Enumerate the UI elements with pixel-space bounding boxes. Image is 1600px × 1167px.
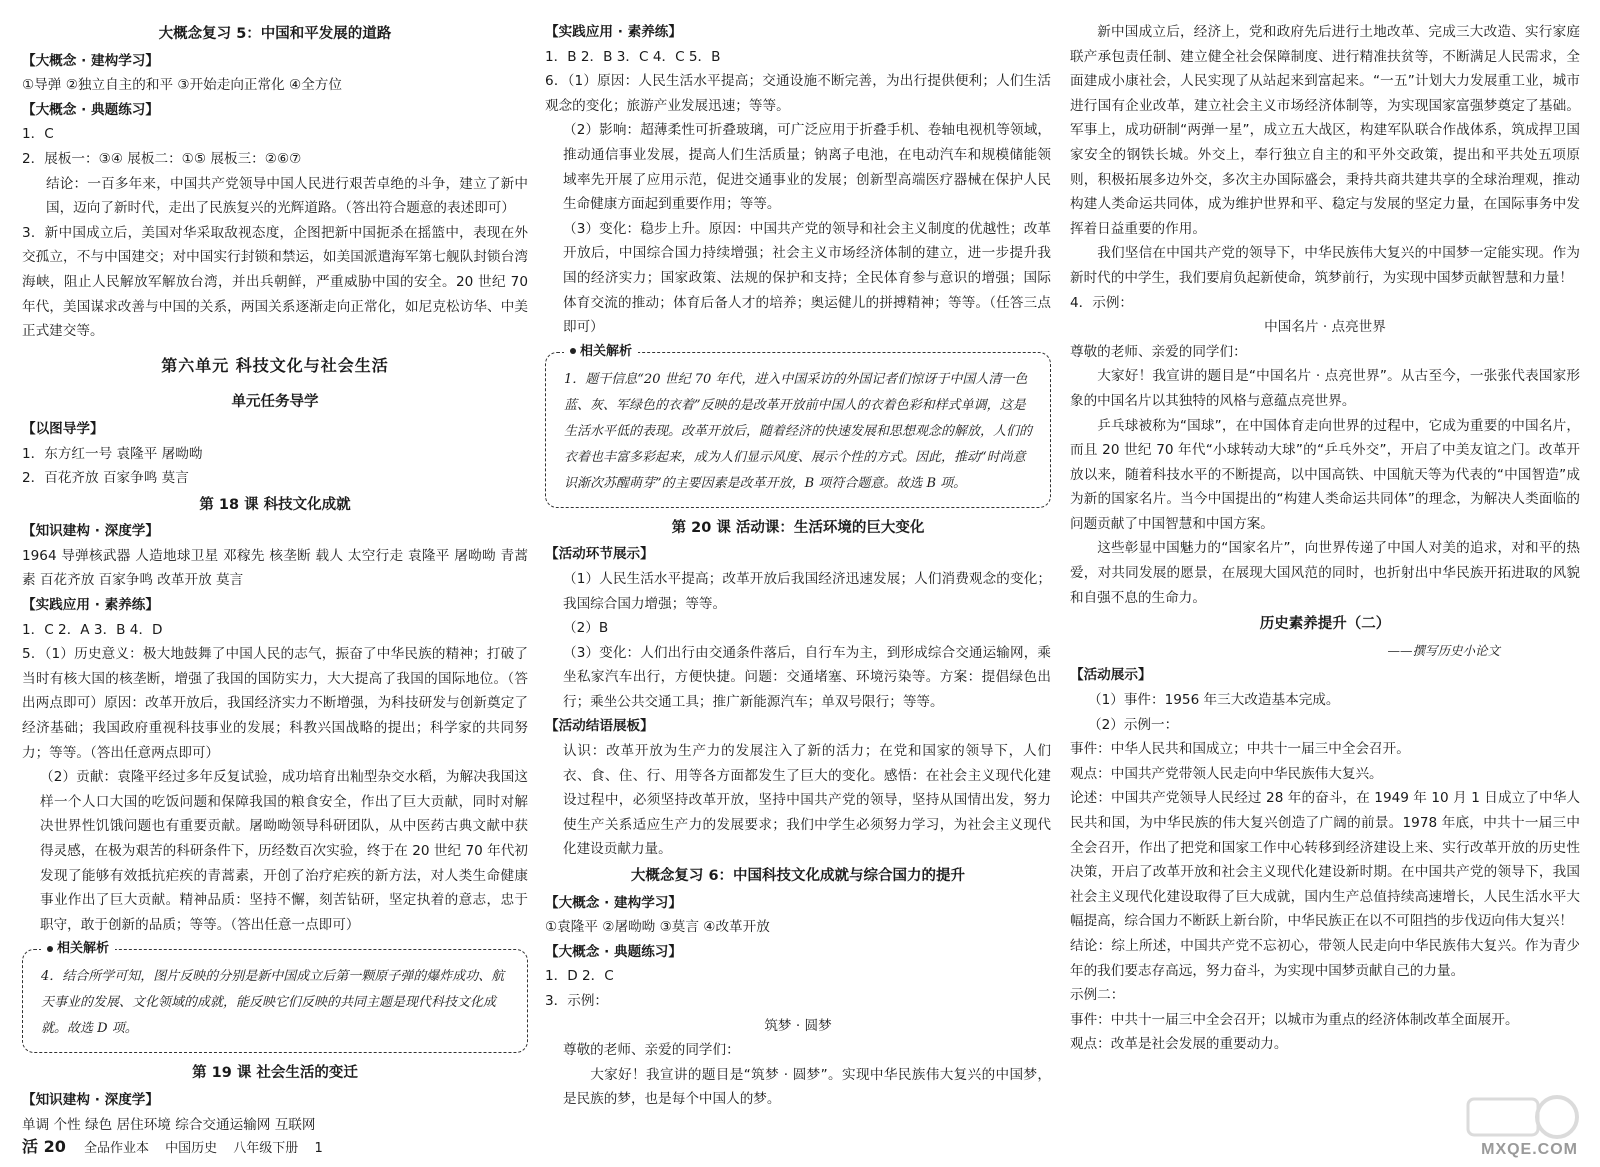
analysis-box	[545, 343, 1051, 508]
column-left	[22, 20, 528, 1137]
essay-paragraph: 大家好！我宣讲的题目是“筑梦 · 圆梦”。实现中华民族伟大复兴的中国梦，是民族的梦，也是每个中国人的梦。	[563, 1066, 1051, 1108]
answer-line: （2）B	[563, 620, 609, 637]
essay-paragraph: 大家好！我宣讲的题目是“中国名片 · 点亮世界”。从古至今，一张张代表国家形象的中国名片以其独特的风格与意蕴点亮世界。	[1070, 368, 1580, 409]
watermark-text: MXQE.COM	[1481, 1141, 1578, 1158]
answer-paragraph: 认识：改革开放为生产力的发展注入了新的活力；在党和国家的领导下，人们衣、食、住、行、用等各方面都发生了巨大的变化。感悟：在社会主义现代化建设过程中，必须坚持改革开放，坚持中国共产党的领导，坚持从国情出发，努力使生产关系适应生产力的发展要求；我们中学生必须努力学习，为社会主义现代化建设贡献力量。	[563, 743, 1051, 858]
answer-paragraph: 结论：一百多年来，中国共产党领导中国人民进行艰苦卓绝的斗争，建立了新中国，迈向了新时代，走出了民族复兴的光辉道路。（答出符合题意的表述即可）	[46, 175, 528, 217]
essay-greeting: 尊敬的老师、亲爱的同学们：	[563, 1042, 740, 1059]
answer-line: ①袁隆平 ②屠呦呦 ③莫言 ④改革开放	[545, 919, 770, 936]
review5-title: 大概念复习 5：中国和平发展的道路	[158, 26, 392, 42]
section-heading: 【大概念 · 典题练习】	[22, 101, 159, 118]
analysis-text: 1．题干信息“20 世纪 70 年代，进入中国采访的外国记者们惊讶于中国人清一色蓝、灰、军绿色的衣着”反映的是改革开放前中国人的衣着色彩和样式单调，这是生活水平低的表现。改革开放后，随着经济的快速发展和思想观念的解放，人们的衣着也丰富多彩起来，成为人们显示风度、展示个性的方式。因此，推动“时尚意识渐次苏醒萌芽”的主要因素是改革开放，B 项符合题意。故选 B 项。	[564, 371, 1033, 491]
answer-line: 4．示例：	[1070, 294, 1134, 311]
section-heading: 【实践应用 · 素养练】	[545, 24, 682, 40]
answer-line: 2．百花齐放 百家争鸣 莫言	[22, 470, 189, 487]
lesson-19-title: 第 19 课 社会生活的变迁	[192, 1065, 358, 1082]
section-heading: 【实践应用 · 素养练】	[22, 597, 159, 614]
answer-line: 事件：中华人民共和国成立；中共十一届三中全会召开。	[1070, 741, 1410, 758]
section-heading: 【活动展示】	[1070, 667, 1152, 684]
answer-paragraph: （3）变化：稳步上升。原因：中国共产党的领导和社会主义制度的优越性；改革开放后，中国综合国力持续增强；社会主义市场经济体制的建立，进一步提升我国的经济实力；国家政策、法规的保护和支持；全民体育参与意识的增强；国际体育交流的推动；体育后备人才的培养；奥运健儿的拼搏精神；等等。（任答三点即可）	[563, 220, 1051, 336]
answer-line: 2．展板一：③④ 展板二：①⑤ 展板三：②⑥⑦	[22, 150, 302, 167]
answer-line: 3．示例：	[545, 993, 609, 1009]
answer-paragraph: 结论：综上所述，中国共产党不忘初心，带领人民走向中华民族伟大复兴。作为青少年的我们要志存高远，努力奋斗，为实现中国梦贡献自己的力量。	[1070, 937, 1580, 979]
grade-name: 八年级下册	[233, 1141, 299, 1156]
essay-paragraph: 这些彰显中国魅力的“国家名片”，向世界传递了中国人对美的追求，对和平的热爱，对共同发展的愿景，在展现大国风范的同时，也折射出中华民族开拓进取的风貌和自强不息的生命力。	[1070, 540, 1580, 606]
lesson-18-title: 第 18 课 科技文化成就	[199, 496, 351, 513]
answer-paragraph: （1）人民生活水平提高；改革开放后我国经济迅速发展；人们消费观念的变化；我国综合国力增强；等等。	[563, 570, 1051, 612]
lesson-20-title: 第 20 课 活动课：生活环境的巨大变化	[671, 519, 925, 536]
answer-line: 1．东方红一号 袁隆平 屠呦呦	[22, 445, 203, 462]
column-right	[1070, 20, 1580, 1057]
footer-number: 1	[314, 1141, 323, 1156]
answer-paragraph: （2）影响：超薄柔性可折叠玻璃，可广泛应用于折叠手机、卷轴电视机等领域，推动通信事业发展，提高人们生活质量；钠离子电池，在电动汽车和规模储能领域率先开展了应用示范，促进交通事业的发展；创新型高端医疗器械在保护人民生命健康方面起到重要作用；等等。	[563, 122, 1051, 213]
literacy-section-title: 历史素养提升（二）	[1259, 616, 1391, 633]
answer-paragraph: 6．（1）原因：人民生活水平提高；交通设施不断完善，为出行提供便利；人们生活观念的变化；旅游产业发展迅速；等等。	[545, 73, 1051, 114]
answer-line: （1）事件：1956 年三大改造基本完成。	[1088, 692, 1340, 709]
review6-title: 大概念复习 6：中国科技文化成就与综合国力的提升	[630, 868, 966, 885]
bullet-icon	[570, 348, 576, 354]
section-heading: 【大概念 · 建构学习】	[22, 52, 159, 69]
answer-paragraph: 5．（1）历史意义：极大地鼓舞了中国人民的志气，振奋了中华民族的精神；打破了当时有核大国的核垄断，增强了我国的国防实力，大大提高了我国的国际地位。（答出两点即可）原因：改革开放后，我国经济实力不断增强，为科技研发与创新奠定了经济基础；我国政府重视科技事业的发展；科教兴国战略的提出；科学家的共同努力；等等。（答出任意两点即可）	[22, 646, 528, 761]
essay-greeting: 尊敬的老师、亲爱的同学们：	[1070, 343, 1247, 360]
answer-line: 1．B 2．B 3．C 4．C 5．B	[545, 48, 721, 65]
essay-paragraph: 我们坚信在中国共产党的领导下，中华民族伟大复兴的中国梦一定能实现。作为新时代的中学生，我们要肩负起新使命，筑梦前行，为实现中国梦贡献智慧和力量！	[1070, 245, 1580, 286]
answer-paragraph: （3）变化：人们出行由交通条件落后，自行车为主，到形成综合交通运输网，乘坐私家汽车出行，方便快捷。问题：交通堵塞、环境污染等。方案：提倡绿色出行；乘坐公共交通工具；推广新能源汽车；单双号限行；等等。	[563, 644, 1051, 710]
answer-paragraph: 论述：中国共产党领导人民经过 28 年的奋斗，在 1949 年 10 月 1 日成立了中华人民共和国，为中华民族的伟大复兴创造了广阔的前景。1978 年底，中共十一届三中全会召开，作出了把党和国家工作中心转移到经济建设上来、实行改革开放的历史性决策，开启了改革开放和社会主义现代化建设新时期。在中国共产党的领导下，我国社会主义现代化建设取得了巨大成就，国内生产总值持续高速增长，人民生活水平大幅提高，综合国力不断跃上新台阶，中华民族正在以不可阻挡的步伐迈向伟大复兴！	[1070, 790, 1580, 930]
essay-title: 中国名片 · 点亮世界	[1264, 319, 1386, 336]
answer-line: 1．C	[22, 126, 54, 143]
analysis-box	[22, 941, 528, 1053]
answer-line: 示例二：	[1070, 987, 1125, 1004]
book-name: 全品作业本	[83, 1141, 149, 1156]
unit-guide-title: 单元任务导学	[231, 394, 319, 411]
section-heading: 【以图导学】	[22, 420, 104, 437]
essay-paragraph: 新中国成立后，经济上，党和政府先后进行土地改革、完成三大改造、实行家庭联产承包责任制、建立健全社会保障制度、进行精准扶贫等，不断满足人民需求，全面建成小康社会，人民实现了从站起来到富起来。“一五”计划大力发展重工业，城市进行国有企业改革，建立社会主义市场经济体制等，为实现国家富强梦奠定了基础。军事上，成功研制“两弹一星”，成立五大战区，构建军队联合作战体系，筑成捍卫国家安全的钢铁长城。外交上，奉行独立自主的和平外交政策，提出和平共处五项原则，积极拓展多边外交，多次主办国际盛会，秉持共商共建共享的全球治理观，推动构建人类命运共同体，成为维护世界和平、稳定与发展的坚定力量，在国际事务中发挥着日益重要的作用。	[1070, 24, 1580, 237]
answer-paragraph: （2）贡献：袁隆平经过多年反复试验，成功培育出籼型杂交水稻，为解决我国这样一个人口大国的吃饭问题和保障我国的粮食安全，作出了巨大贡献，同时对解决世界性饥饿问题也有重要贡献。屠呦呦领导科研团队，从中医药古典文献中获得灵感，在极为艰苦的科研条件下，历经数百次实验，终于在 20 世纪 70 年代初发现了能够有效抵抗疟疾的青蒿素，开创了治疗疟疾的新方法，对人类生命健康事业作出了巨大贡献。精神品质：坚持不懈，刻苦钻研，坚定执着的意志，忠于职守，敢于创新的品质；等等。（答出任意一点即可）	[40, 769, 528, 933]
analysis-box-title: 相关解析	[564, 342, 638, 362]
answer-line: 1964 导弹核武器 人造地球卫星 邓稼先 核垄断 载人 太空行走 袁隆平 屠呦呦 青蒿素 百花齐放 百家争鸣 改革开放 莫言	[22, 547, 528, 589]
answer-line: （2）示例一：	[1088, 716, 1179, 733]
answer-line: 观点：中国共产党带领人民走向中华民族伟大复兴。	[1070, 765, 1383, 782]
section-heading: 【活动环节展示】	[545, 546, 654, 563]
page-footer	[22, 1134, 335, 1157]
section-heading: 【知识建构 · 深度学】	[22, 1091, 159, 1108]
essay-paragraph: 乒乓球被称为“国球”，在中国体育走向世界的过程中，它成为重要的中国名片，而且 20 世纪 70 年代“小球转动大球”的“乒乓外交”，开启了中美友谊之门。改革开放以来，随着科技水平的不断提高，以中国高铁、中国航天等为代表的“中国智造”成为新的国家名片。当今中国提出的“构建人类命运共同体”的理念，为解决人类面临的问题贡献了中国智慧和中国方案。	[1070, 417, 1580, 532]
answer-line: 单调 个性 绿色 居住环境 综合交通运输网 互联网	[22, 1116, 316, 1133]
analysis-box-title: 相关解析	[41, 939, 115, 959]
bullet-icon	[47, 946, 53, 952]
answer-line: ①导弹 ②独立自主的和平 ③开始走向正常化 ④全方位	[22, 77, 342, 94]
section-heading: 【大概念 · 建构学习】	[545, 894, 682, 911]
subject-name: 中国历史	[165, 1141, 218, 1156]
page-number: 活 20	[22, 1137, 66, 1156]
section-heading: 【活动结语展板】	[545, 718, 654, 735]
answer-line: 观点：改革是社会发展的重要动力。	[1070, 1036, 1288, 1053]
literacy-section-subtitle: ——撰写历史小论文	[1387, 642, 1500, 658]
essay-title: 筑梦 · 圆梦	[764, 1017, 832, 1034]
answer-line: 事件：中共十一届三中全会召开；以城市为重点的经济体制改革全面展开。	[1070, 1011, 1519, 1028]
section-heading: 【知识建构 · 深度学】	[22, 523, 159, 540]
section-heading: 【大概念 · 典题练习】	[545, 943, 682, 960]
answer-line: 1．D 2．C	[545, 968, 614, 985]
unit-title: 第六单元 科技文化与社会生活	[161, 355, 389, 375]
answer-paragraph: 3．新中国成立后，美国对华采取敌视态度，企图把新中国扼杀在摇篮中，表现在外交孤立，不与中国建交；对中国实行封锁和禁运，如美国派遣海军第七舰队封锁台湾海峡，阻止人民解放军解放台湾，并出兵朝鲜，严重威胁中国的安全。20 世纪 70 年代，美国谋求改善与中国的关系，两国关系逐渐走向正常化，如尼克松访华、中美正式建交等。	[22, 224, 528, 340]
column-middle	[545, 20, 1051, 1112]
analysis-text: 4．结合所学可知，图片反映的分别是新中国成立后第一颗原子弹的爆炸成功、航天事业的发展、文化领域的成就，能反映它们反映的共同主题是现代科技文化成就。故选 D 项。	[41, 969, 505, 1037]
answer-line: 1．C 2．A 3．B 4．D	[22, 621, 163, 638]
